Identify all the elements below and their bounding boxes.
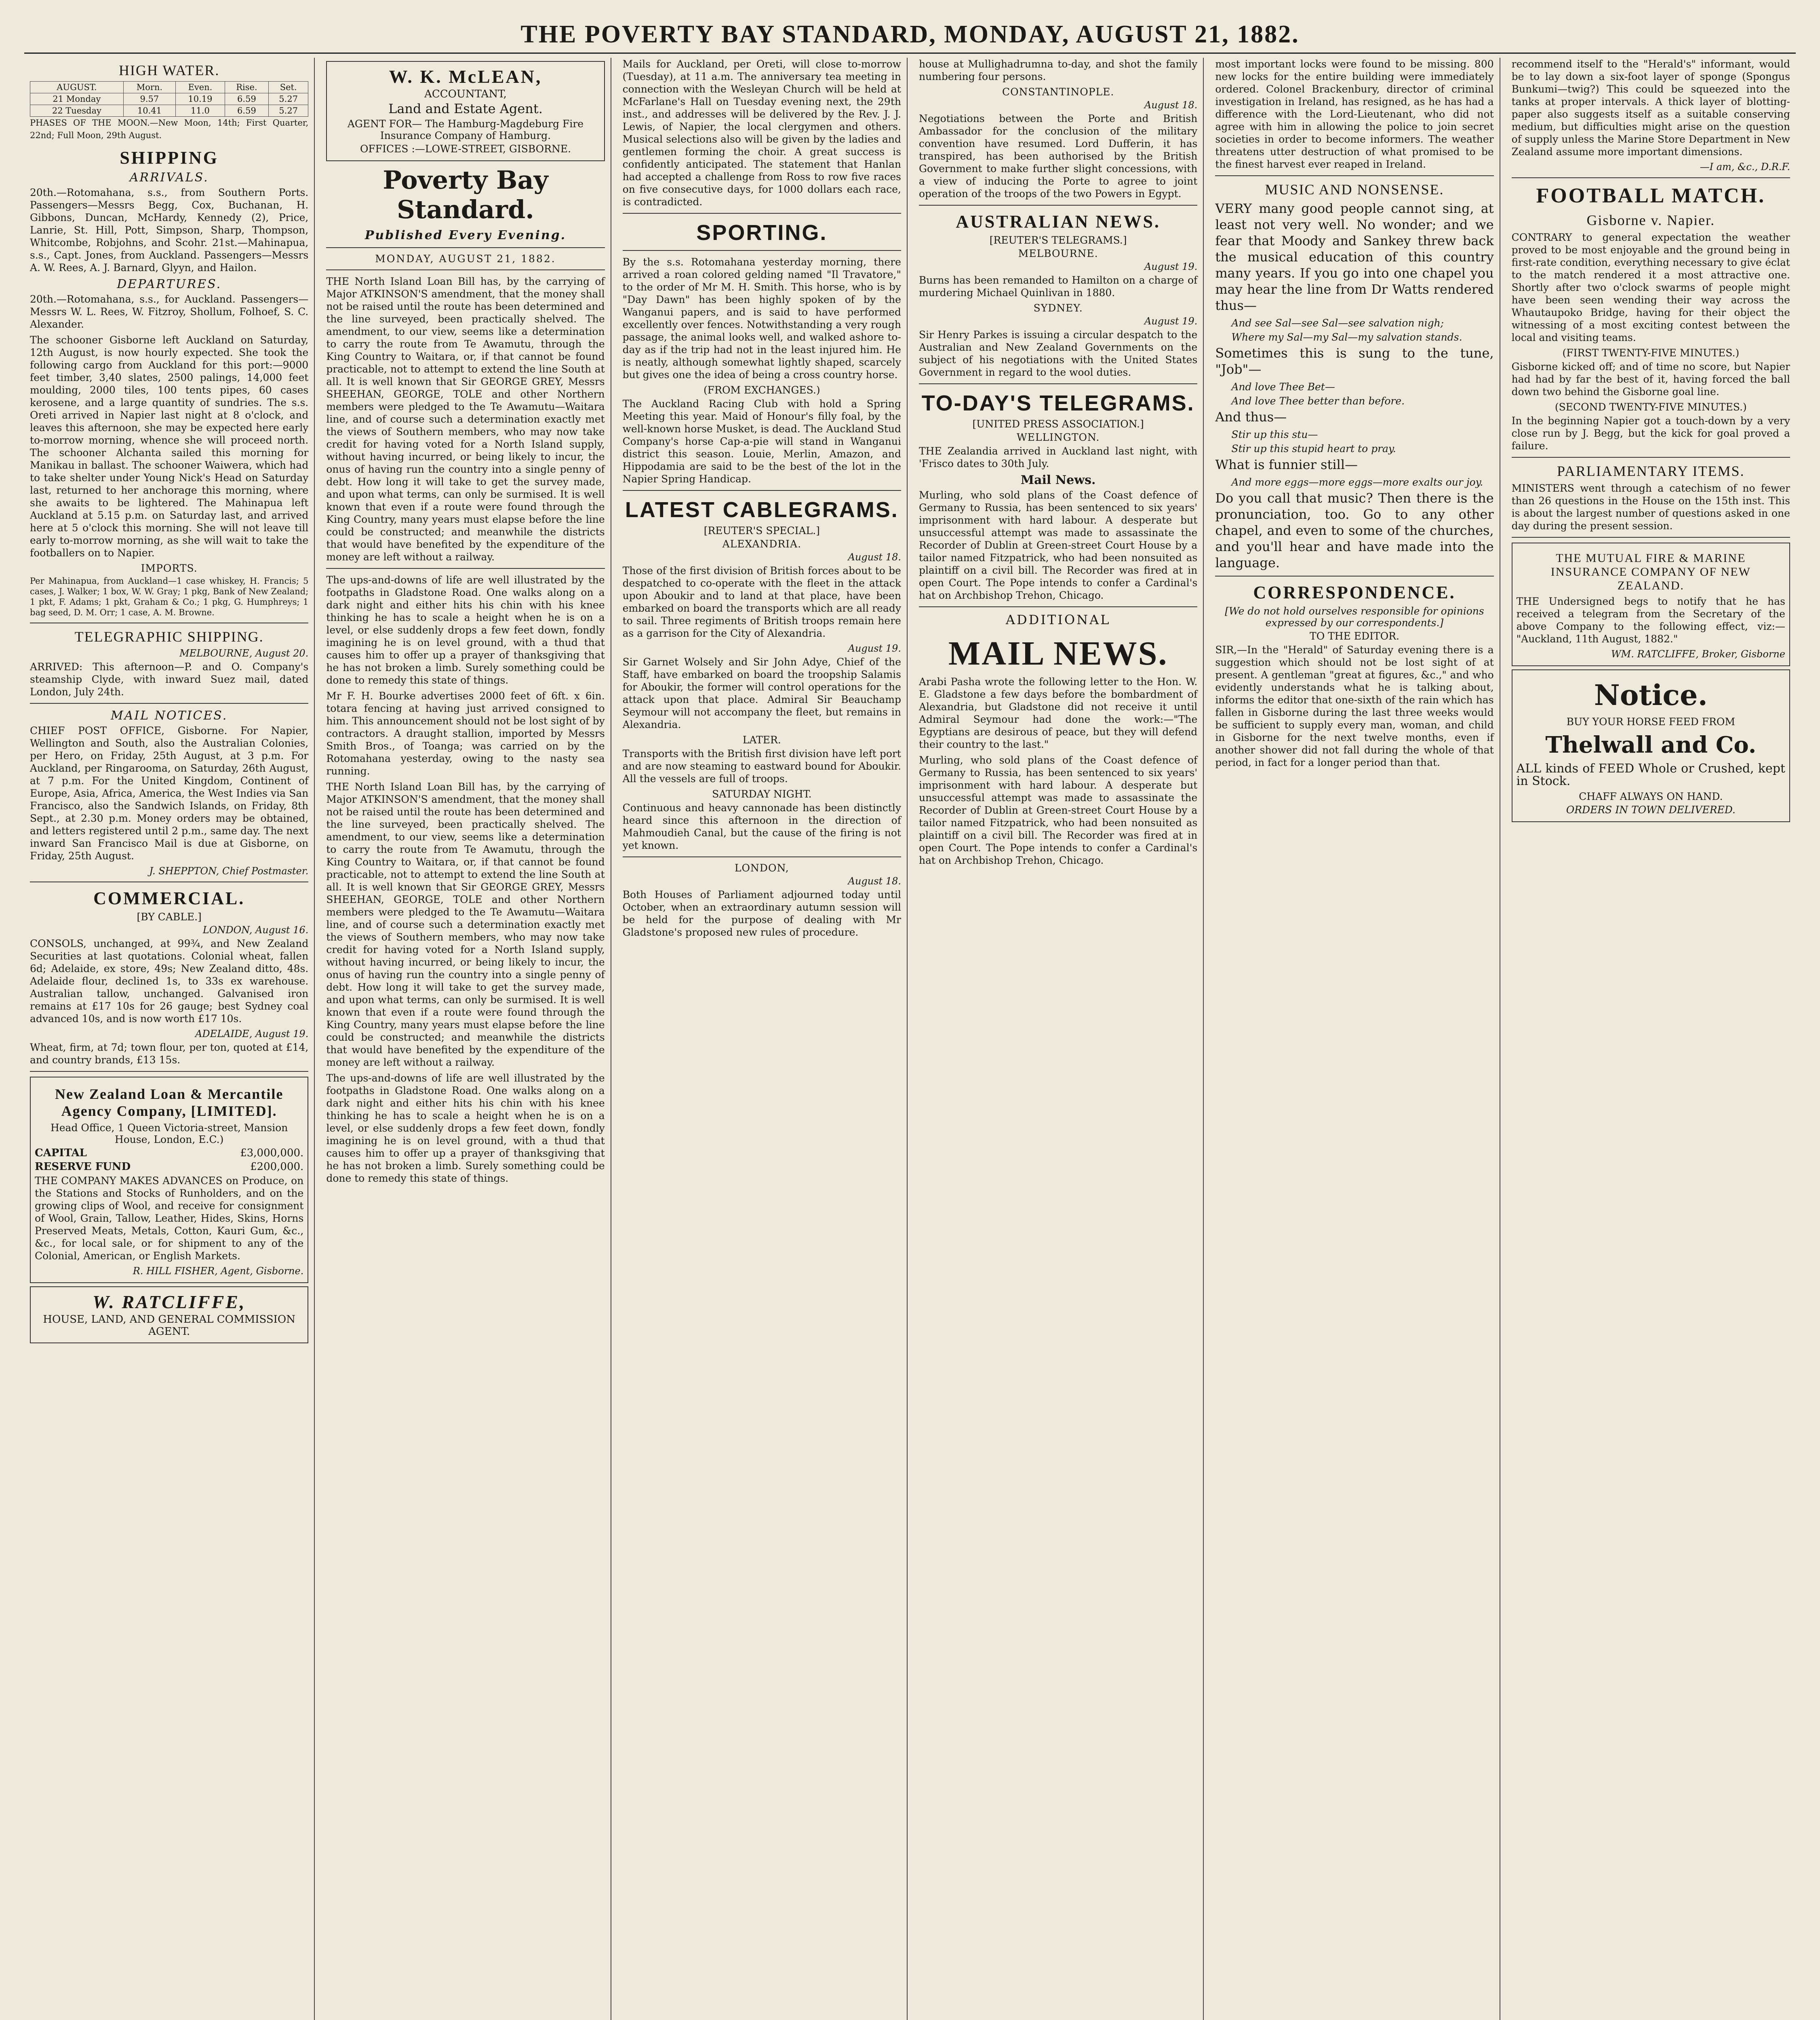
tide-cell: 6.59 xyxy=(225,93,268,105)
verse-line: And love Thee better than before. xyxy=(1231,395,1405,407)
letter-sign: —I am, &c., D.R.F. xyxy=(1700,161,1790,173)
paper-date: MONDAY, AUGUST 21, 1882. xyxy=(375,253,556,265)
sporting-text: By the s.s. Rotomahana yesterday morning, there arrived a roan colored gelding named "Il Travatore," to the order of Mr M. H. Smith. This horse, who is by "Day Dawn" has been highly spoken of by the Wanganui papers, and is said to have performed excellently over fences. Notwithstanding a very rough passage, the animal looks well, and walked ashore to-day as if the trip had not in the least injured him. He is neatly, although somewhat lightly shaped, scarcely but gives one the idea of being a cross country horse. xyxy=(622,256,901,381)
mclean-sub1: ACCOUNTANT, xyxy=(424,88,507,100)
first-25-text: Gisborne kicked off; and of time no score, but Napier had had by far the best of it, having forced the ball down two behind the Gisborne goal line. xyxy=(1511,361,1790,398)
tide-header: Rise. xyxy=(225,82,268,93)
correspondence-note: [We do not hold ourselves responsible for opinions expressed by our correspondents.] xyxy=(1225,605,1484,629)
commercial-title: COMMERCIAL. xyxy=(93,888,245,908)
commercial-text2: Wheat, firm, at 7d; town flour, per ton, quoted at £14, and country brands, £13 15s. xyxy=(30,1042,309,1066)
nzloan-title: New Zealand Loan & Mercantile Agency Company, [LIMITED]. xyxy=(55,1086,284,1119)
london-title: LONDON, xyxy=(734,862,789,874)
commercial-text: CONSOLS, unchanged, at 99¾, and New Zealand Securities at last quotations. Colonial wheat, fallen 6d; Adelaide, ex store, 49s; New Zealand ditto, 48s. Adelaide flour, declined 1s, to 33s ex warehouse. Australian tallow, unchanged. Galvanised iron remains at £17 10s for 26 gauge; best Sydney coal advanced 10s, and is now worth £17 10s. xyxy=(30,938,309,1025)
cablegrams-title: LATEST CABLEGRAMS. xyxy=(625,498,899,522)
tide-header: Morn. xyxy=(123,82,175,93)
commercial-sub: [BY CABLE.] xyxy=(137,911,202,923)
mail-text: CHIEF POST OFFICE, Gisborne. For Napier, Wellington and South, also the Australian Colonies, per Hero, on Friday, 25th August, at 3 p.m. For Auckland, per Ringarooma, on Saturday, 26th August, at 7 p.m. For the United Kingdom, Continent of Europe, Asia, Africa, America, the West Indies via San Francisco, also the Sandwich Islands, on Friday, 8th Sept., at 2.30 p.m. Money orders may be obtained, and letters registered until 2 p.m., same day. The next inward San Francisco Mail is due at Gisborne, on Friday, 25th August. xyxy=(30,725,309,862)
to-editor: TO THE EDITOR. xyxy=(1310,630,1399,642)
mail-title: MAIL NOTICES. xyxy=(111,709,228,723)
melbourne-title: MELBOURNE. xyxy=(1018,248,1098,259)
telegraphic-title: TELEGRAPHIC SHIPPING. xyxy=(74,629,264,645)
verse-line: And see Sal—see Sal—see salvation nigh; xyxy=(1231,317,1444,329)
todays-sub: [UNITED PRESS ASSOCIATION.] xyxy=(972,418,1144,430)
shipping-title: SHIPPING xyxy=(120,148,219,168)
football-sub: Gisborne v. Napier. xyxy=(1586,212,1715,228)
column-3 xyxy=(617,58,908,2020)
tide-cell: 21 Monday xyxy=(30,93,124,105)
tide-header: Set. xyxy=(269,82,308,93)
todays-telegrams-title: TO-DAY'S TELEGRAMS. xyxy=(921,391,1195,415)
departures-text: 20th.—Rotomahana, s.s., for Auckland. Passengers—Messrs W. L. Rees, W. Fitzroy, Shollum, Folhoef, S. C. Alexander. xyxy=(30,293,309,330)
correspondence-title: CORRESPONDENCE. xyxy=(1253,583,1456,602)
mclean-title: W. K. McLEAN, xyxy=(389,66,542,87)
divider xyxy=(1512,177,1790,178)
col6-text1: recommend itself to the "Herald's" informant, would be to lay down a six-foot layer of sponge (Spongus Bunkumi—twig?) This could be squeezed into the tanks at proper intervals. A thick layer of blotting-paper also suggests itself as a suitable conserving medium, but difficulties might arise on the question of supply unless the Marine Store Department in New Zealand assume more important dimensions. xyxy=(1511,58,1790,158)
chaff-line: CHAFF ALWAYS ON HAND. xyxy=(1579,791,1723,802)
tide-row xyxy=(30,93,308,105)
arrivals-text: 20th.—Rotomahana, s.s., from Southern Ports. Passengers—Messrs Begg, Cox, Buchanan, H. Gibbons, Duncan, McHardy, Kennedy (2), Price, Lanrie, St. Hill, Pott, Simpson, Sharp, Thompson, Whitcombe, Robjohns, and Scohr. 21st.—Mahinapua, s.s., Capt. Jones, from Auckland. Passengers—Messrs A. W. Rees, A. J. Barnard, Glyyn, and Hailon. xyxy=(30,187,309,274)
tide-cell: 9.57 xyxy=(123,93,175,105)
orders-line: ORDERS IN TOWN DELIVERED. xyxy=(1566,804,1736,816)
mail-news-text-extra: Murling, who sold plans of the Coast defence of Germany to Russia, has been sentenced to six years' imprisonment with hard labour. A desperate but unsuccessful attempt was made to assassinate the Recorder of Dublin at Green-street Court House by a tailor named Fitzpatrick, who had been nonsuited as plaintiff on a civil bill. The Recorder was fired at in open Court. The Pope intends to confer a Cardinal's hat on Archbishop Trehon, Chicago. xyxy=(918,754,1198,866)
divider xyxy=(919,606,1197,607)
australian-title: AUSTRALIAN NEWS. xyxy=(956,212,1161,231)
mclean-agent: AGENT FOR— The Hamburg-Magdeburg Fire Insurance Company of Hamburg. xyxy=(347,118,584,141)
col3-text1: Mails for Auckland, per Oreti, will close to-morrow (Tuesday), at 11 a.m. The anniversary tea meeting in connection with the Wesleyan Church will be held at McFarlane's Hall on Tuesday evening next, the 29th inst., and addresses will be delivered by the Rev. J. J. Lewis, of Napier, the local clergymen and others. Musical selections also will be given by the ladies and gentlemen forming the choir. A great success is confidently anticipated. The statement that Hanlan had accepted a challenge from Ross to row five races on five consecutive days, for 1000 dollars each race, is contradicted. xyxy=(622,58,901,208)
verse-line: Stir up this stupid heart to pray. xyxy=(1231,443,1396,455)
verse-line: Where my Sal—my Sal—my salvation stands. xyxy=(1231,331,1462,343)
tide-header: Even. xyxy=(176,82,225,93)
column-1 xyxy=(24,58,315,2020)
leader-text: THE North Island Loan Bill has, by the carrying of Major ATKINSON'S amendment, that the money shall not be raised until the route has been determined and the line surveyed, been practically shelved. The amendment, to our view, seems like a determination to carry the route from Te Awamutu, through the King Country to Waitara, or, if that cannot be found practicable, not to attempt to extend the line South at all. It is well known that Sir GEORGE GREY, Messrs SHEEHAN, GEORGE, TOLE and other Northern members were pledged to the Te Awamutu—Waitara line, and of course such a determination exactly met the views of Southern members, who may now take credit for having voted for a North Island supply, without having incurred, or being likely to incur, the onus of having run the country into a single penny of debt. How long it will take to get the survey made, and upon what terms, can only be surmised. It is well known that even if a route were found through the King Country, many years must elapse before the line could be constructed; and meanwhile the districts that would have benefited by the expenditure of the money are left without a railway. xyxy=(326,276,605,563)
music-text2: Sometimes this is sung to the tune, "Job"— xyxy=(1215,345,1494,377)
tide-header: AUGUST. xyxy=(30,82,124,93)
mail-signature: J. SHEPPTON, Chief Postmaster. xyxy=(149,865,309,877)
notice-sub: BUY YOUR HORSE FEED FROM xyxy=(1566,716,1735,728)
column-5 xyxy=(1209,58,1500,2020)
second-25-text: In the beginning Napier got a touch-down by a very close run by J. Begg, but the kick for goal proved a failure. xyxy=(1511,415,1790,452)
exchanges-text: The Auckland Racing Club with hold a Spring Meeting this year. Maid of Honour's filly foal, by the well-known horse Musket, is dead. The Auckland Stud Company's horse Cap-a-pie will stand in Wanganui district this season. Louie, Merlin, Amazon, and Hippodamia are said to be the best of the lot in the Napier Spring Handicap. xyxy=(622,398,901,485)
nzloan-text: THE COMPANY MAKES ADVANCES on Produce, on the Stations and Stocks of Runholders, and on the growing clips of Wool, and receive for consignment of Wool, Grain, Tallow, Leather, Hides, Skins, Horns Preserved Meats, Metals, Cotton, Kauri Gum, &c., &c., for local sale, or for shipment to any of the Colonial, American, or English Markets. xyxy=(35,1175,304,1262)
notice-text: ALL kinds of FEED Whole or Crushed, kept in Stock. xyxy=(1516,762,1785,788)
dateline: August 19. xyxy=(848,643,901,654)
cablegrams-sub: [REUTER'S SPECIAL.] xyxy=(704,525,820,537)
sydney-text: Sir Henry Parkes is issuing a circular despatch to the Australian and New Zealand Governments on the subject of his negotiations with the United States Government in regard to the wool duties. xyxy=(918,329,1198,378)
dateline: August 19. xyxy=(1144,261,1198,272)
paper-sub: Published Every Evening. xyxy=(364,228,567,242)
nzloan-ad xyxy=(30,1077,308,1283)
mail-news-big: MAIL NEWS. xyxy=(948,635,1168,672)
divider xyxy=(919,383,1197,384)
parliamentary-title: PARLIAMENTARY ITEMS. xyxy=(1557,463,1745,479)
col4-text1: house at Mullighadrumna to-day, and shot the family numbering four persons. xyxy=(918,58,1198,82)
columns xyxy=(24,58,1796,2020)
shipping-text: The schooner Gisborne left Auckland on Saturday, 12th August, is now hourly expected. She took the following cargo from Auckland for this port:—9000 feet timber, 3,40 slates, 2500 palings, 14,000 feet moulding, 2000 tiles, 100 tents pipes, 60 cases kerosene, and a large quantity of sundries. The s.s. Oreti arrived in Napier last night at 8 o'clock, and leaves this afternoon, she may be expected here early to-morrow morning, whence she will proceed north. The schooner Alchanta sailed this morning for Manikau in ballast. The schooner Waiwera, which had to take shelter under Young Nick's Head on Saturday last, returned to her anchorage this morning, where she awaits to be lightered. The Mahinapua left Auckland at 5.15 p.m. on Saturday last, and arrived here at 5 o'clock this morning. She will not leave till early to-morrow morning, as she will wait to take the footballers on to Napier. xyxy=(30,334,309,559)
wellington-title: WELLINGTON. xyxy=(1017,431,1100,443)
divider xyxy=(326,247,605,248)
notice-title: Notice. xyxy=(1594,678,1708,712)
london-text: Both Houses of Parliament adjourned today until October, when an extraordinary autumn session will be held for the purpose of dealing with Mr Gladstone's proposed new rules of procedure. xyxy=(622,889,901,938)
ratcliffe-sub: HOUSE, LAND, AND GENERAL COMMISSION AGENT. xyxy=(43,1313,295,1338)
sydney-title: SYDNEY. xyxy=(1033,302,1083,314)
correspondence-text: SIR,—In the "Herald" of Saturday evening there is a suggestion which should not be lost sight of at present. A gentleman "great at figures, &c.," and who evidently understands what he is talking about, informs the editor that one-sixth of the rain which has fallen in Gisborne during the last three weeks would be sufficient to supply every man, woman, and child in Gisborne for the next twelve months, even if another shower did not fall during the whole of that period, in fact for a longer period than that. xyxy=(1215,644,1494,768)
wellington-text: THE Zealandia arrived in Auckland last night, with 'Frisco dates to 30th July. xyxy=(918,445,1198,469)
melbourne-text: Burns has been remanded to Hamilton on a charge of murdering Michael Quinlivan in 1880. xyxy=(918,274,1198,299)
divider xyxy=(919,205,1197,206)
tide-cell: 11.0 xyxy=(176,105,225,117)
saturday-text: Continuous and heavy cannonade has been distinctly heard since this afternoon in the direction of Mahmoudieh Canal, but the cause of the firing is not yet known. xyxy=(622,802,901,851)
leader-text3: Mr F. H. Bourke advertises 2000 feet of 6ft. x 6in. totara fencing at having just arrived consigned to him. This announcement should not be lost sight of by contractors. A draught stallion, imported by Messrs Smith Bros., of Toanga; was carried on by the Rotomahana yesterday, owing to the nasty sea running. xyxy=(326,690,605,777)
nzloan-office: Head Office, 1 Queen Victoria-street, Mansion House, London, E.C.) xyxy=(50,1122,288,1145)
tide-cell: 10.41 xyxy=(123,105,175,117)
saturday-heading: SATURDAY NIGHT. xyxy=(712,788,812,800)
nzloan-agent: R. HILL FISHER, Agent, Gisborne. xyxy=(133,1265,304,1277)
football-text: CONTRARY to general expectation the weather proved to be most enjoyable and the ground being in first-rate condition, everything necessary to give éclat to the match rendered it a most attractive one. Shortly after two o'clock swarms of people might have been seen wending their way across the Whautaupoko Bridge, having for their object the witnessing of a most exciting contest between the local and visiting teams. xyxy=(1511,231,1790,343)
verse-line: Stir up this stu— xyxy=(1231,429,1318,440)
later-text: Transports with the British first division have left port and are now steaming to eastward bound for Aboukir. All the vessels are full of troops. xyxy=(622,748,901,785)
alexandria-text: Those of the first division of British forces about to be despatched to co-operate with the fleet in the attack upon Aboukir and to land at that place, have been embarked on board the transports which are all ready to sail. Three regiments of British troops remain here as a garrison for the City of Alexandria. xyxy=(622,565,901,639)
additional-title: ADDITIONAL xyxy=(1005,612,1111,627)
high-water-title: HIGH WATER. xyxy=(119,62,220,78)
tide-cell: 5.27 xyxy=(269,105,308,117)
arrivals-title: ARRIVALS. xyxy=(129,170,209,185)
mailnews-title: Mail News. xyxy=(1020,473,1096,487)
col5-text1: most important locks were found to be missing. 800 new locks for the entire building were immediately ordered. Colonel Brackenbury, director of criminal investigation in Ireland, has resigned, as he has had a difference with the Lord-Lieutenant, who did not agree with him in allowing the police to join secret societies in order to become informers. The weather threatens utter destruction of what promised to be the finest harvest ever reaped in Ireland. xyxy=(1215,58,1494,170)
mclean-sub2: Land and Estate Agent. xyxy=(388,101,543,116)
moon-note: PHASES OF THE MOON.—New Moon, 14th; First Quarter, 22nd; Full Moon, 29th August. xyxy=(30,118,309,140)
dateline: MELBOURNE, August 20. xyxy=(179,648,309,659)
divider xyxy=(1215,576,1493,577)
constantinople-title: CONSTANTINOPLE. xyxy=(1002,86,1114,98)
music-title: MUSIC AND NONSENSE. xyxy=(1265,181,1444,198)
second-25-heading: (SECOND TWENTY-FIVE MINUTES.) xyxy=(1555,401,1747,413)
mutual-signature: WM. RATCLIFFE, Broker, Gisborne xyxy=(1611,648,1785,660)
thelwall-name: Thelwall and Co. xyxy=(1545,732,1757,758)
sporting-title: SPORTING. xyxy=(696,221,828,245)
dateline: August 18. xyxy=(848,875,901,887)
leader-text-extra: THE North Island Loan Bill has, by the carrying of Major ATKINSON'S amendment, that the money shall not be raised until the route has been determined and the line surveyed, been practically shelved. The amendment, to our view, seems like a determination to carry the route from Te Awamutu, through the King Country to Waitara, or, if that cannot be found practicable, not to attempt to extend the line South at all. It is well known that Sir GEORGE GREY, Messrs SHEEHAN, GEORGE, TOLE and other Northern members were pledged to the Te Awamutu—Waitara line, and of course such a determination exactly met the views of Southern members, who may now take credit for having voted for a North Island supply, without having incurred, or being likely to incur, the onus of having run the country into a single penny of debt. How long it will take to get the survey made, and upon what terms, can only be surmised. It is well known that even if a route were found through the King Country, many years must elapse before the line could be constructed; and meanwhile the districts that would have benefited by the expenditure of the money are left without a railway. xyxy=(326,781,605,1068)
mclean-offices: OFFICES :—LOWE-STREET, GISBORNE. xyxy=(360,143,571,155)
football-title: FOOTBALL MATCH. xyxy=(1536,184,1766,207)
music-text3: And thus— xyxy=(1215,409,1287,425)
tide-cell: 6.59 xyxy=(225,105,268,117)
divider xyxy=(326,269,605,270)
music-text5: Do you call that music? Then there is the pronunciation, too. Go to any other chapel, and even to some of the churches, and you'll hear and have made into the language. xyxy=(1215,490,1494,570)
divider xyxy=(1512,537,1790,538)
reserve-line: RESERVE FUND £200,000. xyxy=(35,1161,304,1173)
dateline: LONDON, August 16. xyxy=(202,924,309,936)
australian-sub: [REUTER'S TELEGRAMS.] xyxy=(989,234,1127,246)
capital-line: CAPITAL £3,000,000. xyxy=(35,1147,304,1159)
mutual-text: THE Undersigned begs to notify that he has received a telegram from the Secretary of the above Company to the following effect, viz:— "Auckland, 11th August, 1882." xyxy=(1516,595,1785,645)
divider xyxy=(623,250,901,251)
mutual-title: THE MUTUAL FIRE & MARINE INSURANCE COMPANY OF NEW ZEALAND. xyxy=(1550,551,1751,592)
leader-text2: The ups-and-downs of life are well illustrated by the footpaths in Gladstone Road. One walks along on a dark night and either hits his chin with his knee thinking he has to scale a height when he is on a level, or else suddenly drops a few feet down, fondly imagining he is on level ground, with a thud that causes him to offer up a prayer of thanksgiving that he has not broken a limb. Surely something could be done to remedy this state of things. xyxy=(326,574,605,686)
music-text: VERY many good people cannot sing, at least not very well. No wonder; and we fear that Moody and Sankey threw back the musical education of this country many years. If you go into one chapel you may hear the line from Dr Watts rendered thus— xyxy=(1215,201,1494,313)
later-heading: LATER. xyxy=(742,734,781,746)
column-4 xyxy=(913,58,1204,2020)
divider xyxy=(30,703,308,704)
paper-title: Poverty Bay Standard. xyxy=(383,165,548,224)
dateline: August 19. xyxy=(1144,316,1198,327)
alexandria-text2: Sir Garnet Wolsely and Sir John Adye, Chief of the Staff, have embarked on board the troopship Salamis for Aboukir, the former will control operations for the attack upon that place. Admiral Sir Beauchamp Seymour will not accompany the fleet, but remains in Alexandria. xyxy=(622,656,901,730)
telegraphic-text: ARRIVED: This afternoon—P. and O. Company's steamship Clyde, with inward Suez mail, dated London, July 24th. xyxy=(30,661,309,698)
departures-title: DEPARTURES. xyxy=(117,277,222,291)
verse-line: And more eggs—more eggs—more exalts our joy. xyxy=(1231,476,1483,488)
divider xyxy=(326,568,605,569)
tide-row xyxy=(30,105,308,117)
column-6 xyxy=(1506,58,1796,2020)
masthead: THE POVERTY BAY STANDARD, MONDAY, AUGUST 21, 1882. xyxy=(24,16,1796,54)
dateline: August 18. xyxy=(848,551,901,563)
imports-text: Per Mahinapua, from Auckland—1 case whiskey, H. Francis; 5 cases, J. Walker; 1 box, W. W. Gray; 1 pkg, Bank of New Zealand; 1 pkt, F. Adams; 1 pkt, Graham & Co.; 1 pkg, G. Humphreys; 1 bag seed, D. M. Orr; 1 case, A. M. Browne. xyxy=(30,576,309,617)
mclean-ad xyxy=(326,61,605,161)
thelwall-ad xyxy=(1512,669,1790,822)
verse-line: And love Thee Bet— xyxy=(1231,381,1335,393)
ratcliffe-title: W. RATCLIFFE, xyxy=(92,1292,246,1312)
first-25-heading: (FIRST TWENTY-FIVE MINUTES.) xyxy=(1562,347,1740,359)
constantinople-text: Negotiations between the Porte and British Ambassador for the conclusion of the military convention have resumed. Lord Dufferin, it has transpired, has been authorised by the British Government to make further slight concessions, with a view of inducing the Porte to agree to joint operation of the troops of the two Powers in Egypt. xyxy=(918,113,1198,200)
leader-text-extra2: The ups-and-downs of life are well illustrated by the footpaths in Gladstone Road. One walks along on a dark night and either hits his chin with his knee thinking he has to scale a height when he is on a level, or else suddenly drops a few feet down, fondly imagining he is on level ground, with a thud that causes him to offer up a prayer of thanksgiving that he has not broken a limb. Surely something could be done to remedy this state of things. xyxy=(326,1072,605,1184)
mailnews-text: Murling, who sold plans of the Coast defence of Germany to Russia, has been sentenced to six years' imprisonment with hard labour. A desperate but unsuccessful attempt was made to assassinate the Recorder of Dublin at Green-street Court House by a tailor named Fitzpatrick, who had been nonsuited as plaintiff on a civil bill. The Recorder was fired at in open Court. The Pope intends to confer a Cardinal's hat on Archbishop Trehon, Chicago. xyxy=(918,489,1198,601)
divider xyxy=(1512,457,1790,458)
exchanges-heading: (FROM EXCHANGES.) xyxy=(704,384,820,396)
dateline: August 18. xyxy=(1144,99,1198,111)
ratcliffe-ad xyxy=(30,1286,308,1343)
divider xyxy=(623,856,901,857)
tide-cell: 22 Tuesday xyxy=(30,105,124,117)
divider xyxy=(30,1071,308,1072)
imports-title: IMPORTS. xyxy=(141,562,198,574)
divider xyxy=(1215,175,1493,176)
tide-cell: 5.27 xyxy=(269,93,308,105)
music-text4: What is funnier still— xyxy=(1215,457,1358,472)
tide-cell: 10.19 xyxy=(176,93,225,105)
tide-table xyxy=(30,81,308,117)
mutual-ad xyxy=(1512,543,1790,666)
divider xyxy=(623,490,901,491)
dateline: ADELAIDE, August 19. xyxy=(195,1028,309,1039)
divider xyxy=(623,213,901,214)
mail-news-text: Arabi Pasha wrote the following letter to the Hon. W. E. Gladstone a few days before the bombardment of Alexandria, but Gladstone did not receive it until Admiral Seymour had done the work:—"The Egyptians are desirous of peace, but they will defend their country to the last." xyxy=(918,676,1198,750)
alexandria-title: ALEXANDRIA. xyxy=(722,538,802,550)
parliamentary-text: MINISTERS went through a catechism of no fewer than 26 questions in the House on the 15th inst. This is about the largest number of questions asked in one day during the present session. xyxy=(1511,482,1790,532)
column-2 xyxy=(320,58,611,2020)
